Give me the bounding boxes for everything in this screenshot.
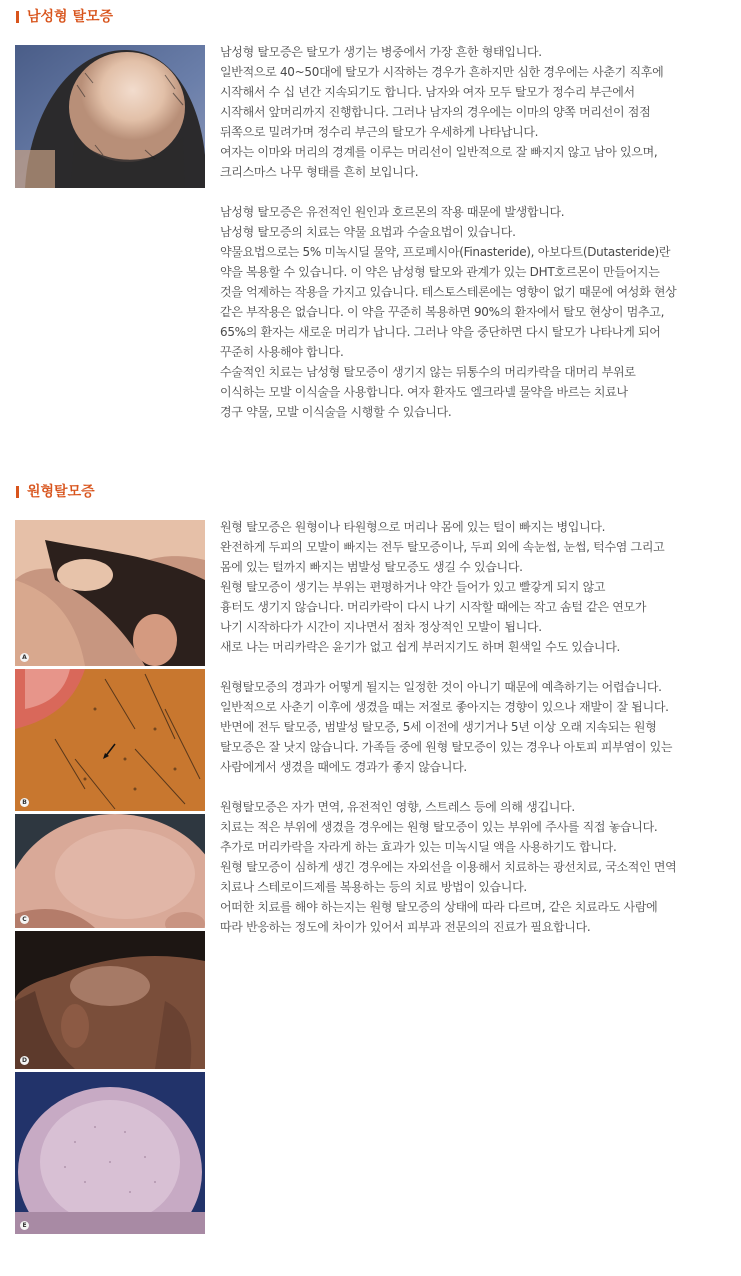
- section-title-alopecia-areata: [16, 484, 95, 500]
- photo-alopecia-d: [15, 931, 205, 1069]
- section1-text: [220, 42, 725, 422]
- title-marker-icon: [16, 11, 19, 23]
- photo-label: D: [20, 1056, 29, 1065]
- section-title-text: 남성형 탈모증: [27, 9, 114, 25]
- title-marker-icon: [16, 486, 19, 498]
- photo-alopecia-c: [15, 814, 205, 928]
- paragraph: 원형탈모증의 경과가 어떻게 될지는 일정한 것이 아니기 때문에 예측하기는 어렵습니다. 일반적으로 사춘기 이후에 생겼을 때는 저절로 좋아지는 경향이 있으나 재발이 잘 됩니다. 반면에 전두 탈모증, 범발성 탈모증, 5세 이전에 생기거나 5년 이상 오래 지속되는 원형 탈모증은 잘 낫지 않습니다. 가족들 중에 원형 탈모증이 있는 경우나 아토피 피부염이 있는 사람에게서 생겼을 때에도 경과가 좋지 않습니다.: [220, 680, 673, 774]
- photo-alopecia-b: [15, 669, 205, 811]
- paragraph: 남성형 탈모증은 탈모가 생기는 병중에서 가장 흔한 형태입니다. 일반적으로 40~50대에 탈모가 시작하는 경우가 흔하지만 심한 경우에는 사춘기 직후에 시작해서 수 십 년간 지속되기도 합니다. 남자와 여자 모두 탈모가 정수리 부근에서 시작해서 앞머리까지 진행합니다. 그러나 남자의 경우에는 이마의 양쪽 머리선이 점점 뒤쪽으로 밀려가며 정수리 부근의 탈모가 우세하게 나타납니다. 여자는 이마와 머리의 경계를 이루는 머리선이 일반적으로 잘 빠지지 않고 남아 있으며, 크리스마스 나무 형태를 흔히 보입니다.: [220, 45, 664, 179]
- photo-alopecia-e: [15, 1072, 205, 1234]
- photo-male-pattern-crown: [15, 45, 205, 188]
- photo-label: E: [20, 1221, 29, 1230]
- section-title-text: 원형탈모증: [27, 484, 95, 500]
- photo-label: A: [20, 653, 29, 662]
- paragraph: 원형탈모증은 자가 면역, 유전적인 영향, 스트레스 등에 의해 생깁니다. 치료는 적은 부위에 생겼을 경우에는 원형 탈모증이 있는 부위에 주사를 직접 놓습니다. 추가로 머리카락을 자라게 하는 효과가 있는 미녹시딜 액을 사용하기도 합니다. 원형 탈모증이 심하게 생긴 경우에는 자외선을 이용해서 치료하는 광선치료, 국소적인 면역 치료나 스테로이드제를 복용하는 등의 치료 방법이 있습니다. 어떠한 치료를 해야 하는지는 원형 탈모증의 상태에 따라 다르며, 같은 치료라도 사람에 따라 반응하는 정도에 차이가 있어서 피부과 전문의의 진료가 필요합니다.: [220, 800, 677, 934]
- section2-text: [220, 517, 725, 937]
- section-title-male-pattern: [16, 9, 113, 25]
- photo-label: B: [20, 798, 29, 807]
- photo-alopecia-a: [15, 520, 205, 666]
- photo-label: C: [20, 915, 29, 924]
- paragraph: 원형 탈모증은 원형이나 타원형으로 머리나 몸에 있는 털이 빠지는 병입니다. 완전하게 두피의 모발이 빠지는 전두 탈모증이나, 두피 외에 속눈썹, 눈썹, 턱수염 그리고 몸에 있는 털까지 빠지는 범발성 탈모증도 생길 수 있습니다. 원형 탈모증이 생기는 부위는 편평하거나 약간 들어가 있고 빨갛게 되지 않고 흉터도 생기지 않습니다. 머리카락이 다시 나기 시작할 때에는 작고 솜털 같은 연모가 나기 시작하다가 시간이 지나면서 점차 정상적인 모발이 됩니다. 새로 나는 머리카락은 윤기가 없고 쉽게 부러지기도 하며 흰색일 수도 있습니다.: [220, 520, 665, 654]
- paragraph: 남성형 탈모증은 유전적인 원인과 호르몬의 작용 때문에 발생합니다. 남성형 탈모증의 치료는 약물 요법과 수술요법이 있습니다. 약물요법으로는 5% 미녹시딜 물약, 프로페시아(Finasteride), 아보다트(Dutasteride)란 약을 복용할 수 있습니다. 이 약은 남성형 탈모와 관계가 있는 DHT호르몬이 만들어지는 것을 억제하는 작용을 가지고 있습니다. 테스토스테론에는 영향이 없기 때문에 여성화 현상 같은 부작용은 없습니다. 이 약을 꾸준히 복용하면 90%의 환자에서 탈모 현상이 멈추고, 65%의 환자는 새로운 머리가 납니다. 그러나 약을 중단하면 다시 탈모가 나타나게 되어 꾸준히 사용해야 합니다. 수술적인 치료는 남성형 탈모증이 생기지 않는 뒤통수의 머리카락을 대머리 부위로 이식하는 모발 이식술을 사용합니다. 여자 환자도 엘크라넬 물약을 바르는 치료나 경구 약물, 모발 이식술을 시행할 수 있습니다.: [220, 205, 677, 419]
